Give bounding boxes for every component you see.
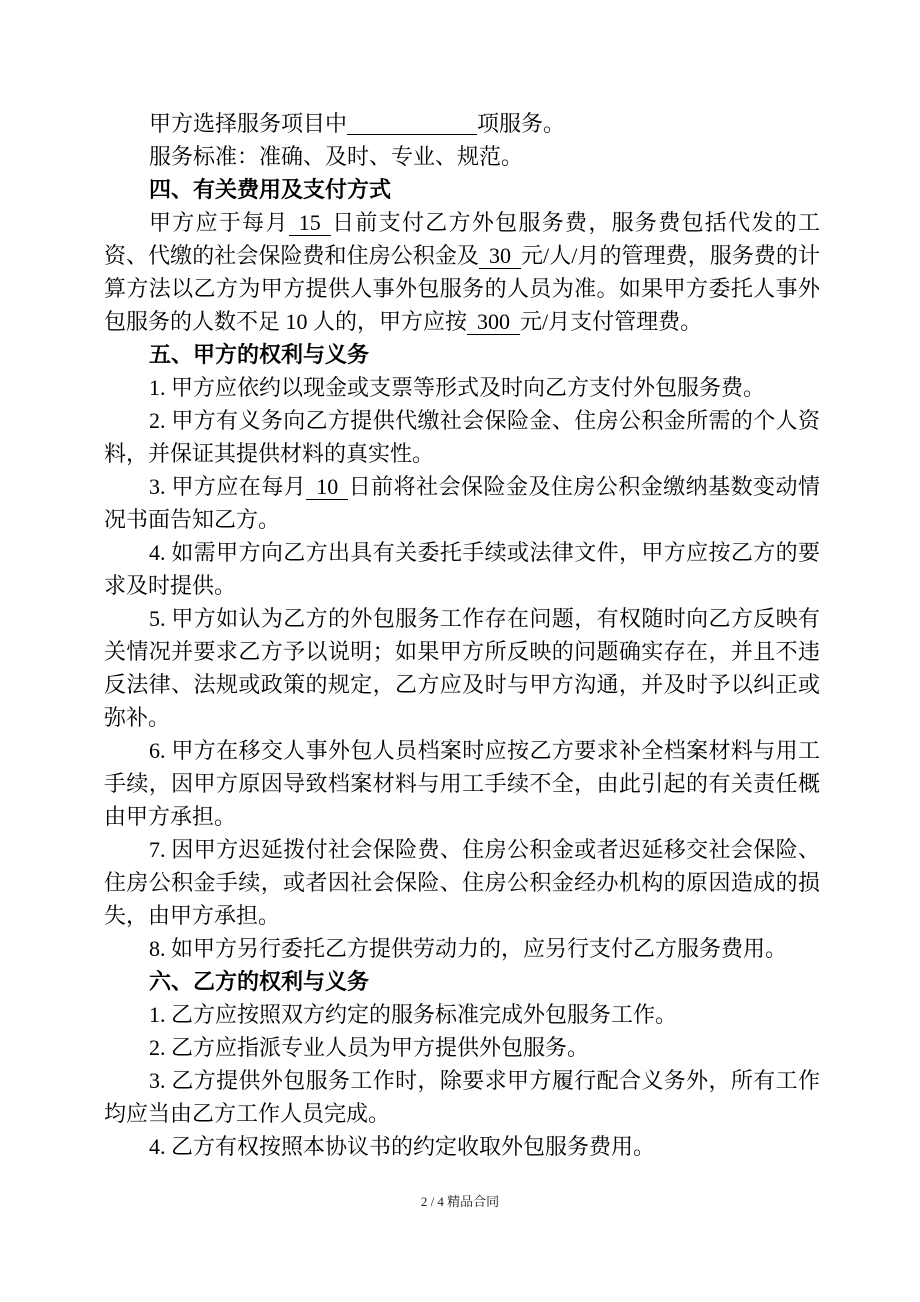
text-run: 2. 甲方有义务向乙方提供代缴社会保险金、住房公积金所需的个人资料，并保证其提供材料的真实性。 <box>104 408 820 466</box>
text-run: 3. 甲方应在每月 <box>149 474 307 499</box>
text-run: 元/人/月的管理费，服务费的计算方法以乙方为甲方提供人事外包服务的人员为准。如果甲方委托人事外包服务的人数不足 10 人的，甲方应按 <box>104 243 820 334</box>
blank-field <box>347 112 477 135</box>
text-run: 五、甲方的权利与义务 <box>149 342 370 367</box>
paragraph <box>104 371 820 404</box>
underlined-value: 10 <box>306 474 348 500</box>
text-run: 服务标准：准确、及时、专业、规范。 <box>149 144 524 169</box>
paragraph <box>104 206 820 338</box>
text-run: 6. 甲方在移交人事外包人员档案时应按乙方要求补全档案材料与用工手续，因甲方原因导致档案材料与用工手续不全，由此引起的有关责任概由甲方承担。 <box>104 738 820 829</box>
section-heading <box>104 965 820 998</box>
paragraph <box>104 536 820 602</box>
text-run: 4. 乙方有权按照本协议书的约定收取外包服务费用。 <box>149 1134 656 1159</box>
text-run: 元/月支付管理费。 <box>520 309 703 334</box>
paragraph <box>104 1130 820 1163</box>
document-body <box>104 107 820 1163</box>
text-run: 8. 如甲方另行委托乙方提供劳动力的，应另行支付乙方服务费用。 <box>149 936 788 961</box>
paragraph <box>104 833 820 932</box>
paragraph <box>104 1031 820 1064</box>
paragraph <box>104 602 820 734</box>
text-run: 日前支付乙方外包服务费，服务费包括代发的工资、代缴的社会保险费和住房公积金及 <box>104 210 820 268</box>
text-run: 5. 甲方如认为乙方的外包服务工作存在问题，有权随时向乙方反映有关情况并要求乙方予以说明；如果甲方所反映的问题确实存在，并且不违反法律、法规或政策的规定，乙方应及时与甲方沟通，并及时予以纠正或弥补。 <box>104 606 820 730</box>
paragraph <box>104 404 820 470</box>
text-run: 六、乙方的权利与义务 <box>149 969 370 994</box>
text-run: 1. 甲方应依约以现金或支票等形式及时向乙方支付外包服务费。 <box>149 375 766 400</box>
paragraph <box>104 107 820 140</box>
text-run: 3. 乙方提供外包服务工作时，除要求甲方履行配合义务外，所有工作均应当由乙方工作人员完成。 <box>104 1068 820 1126</box>
text-run: 甲方选择服务项目中 <box>149 111 348 136</box>
text-run: 4. 如需甲方向乙方出具有关委托手续或法律文件，甲方应按乙方的要求及时提供。 <box>104 540 820 598</box>
underlined-value: 300 <box>467 309 520 335</box>
text-run: 项服务。 <box>477 111 566 136</box>
paragraph <box>104 998 820 1031</box>
paragraph <box>104 1064 820 1130</box>
underlined-value: 30 <box>479 243 521 269</box>
paragraph <box>104 470 820 536</box>
page-number-label: 2 / 4 精品合同 <box>420 1194 500 1209</box>
text-run: 7. 因甲方迟延拨付社会保险费、住房公积金或者迟延移交社会保险、住房公积金手续，或者因社会保险、住房公积金经办机构的原因造成的损失，由甲方承担。 <box>104 837 820 928</box>
paragraph <box>104 734 820 833</box>
text-run: 2. 乙方应指派专业人员为甲方提供外包服务。 <box>149 1035 590 1060</box>
paragraph <box>104 140 820 173</box>
underlined-value: 15 <box>289 210 331 236</box>
section-heading <box>104 173 820 206</box>
section-heading <box>104 338 820 371</box>
text-run: 甲方应于每月 <box>149 210 289 235</box>
paragraph <box>104 932 820 965</box>
page-footer <box>0 1191 920 1210</box>
text-run: 日前将社会保险金及住房公积金缴纳基数变动情况书面告知乙方。 <box>104 474 820 532</box>
text-run: 1. 乙方应按照双方约定的服务标准完成外包服务工作。 <box>149 1002 678 1027</box>
text-run: 四、有关费用及支付方式 <box>149 177 392 202</box>
